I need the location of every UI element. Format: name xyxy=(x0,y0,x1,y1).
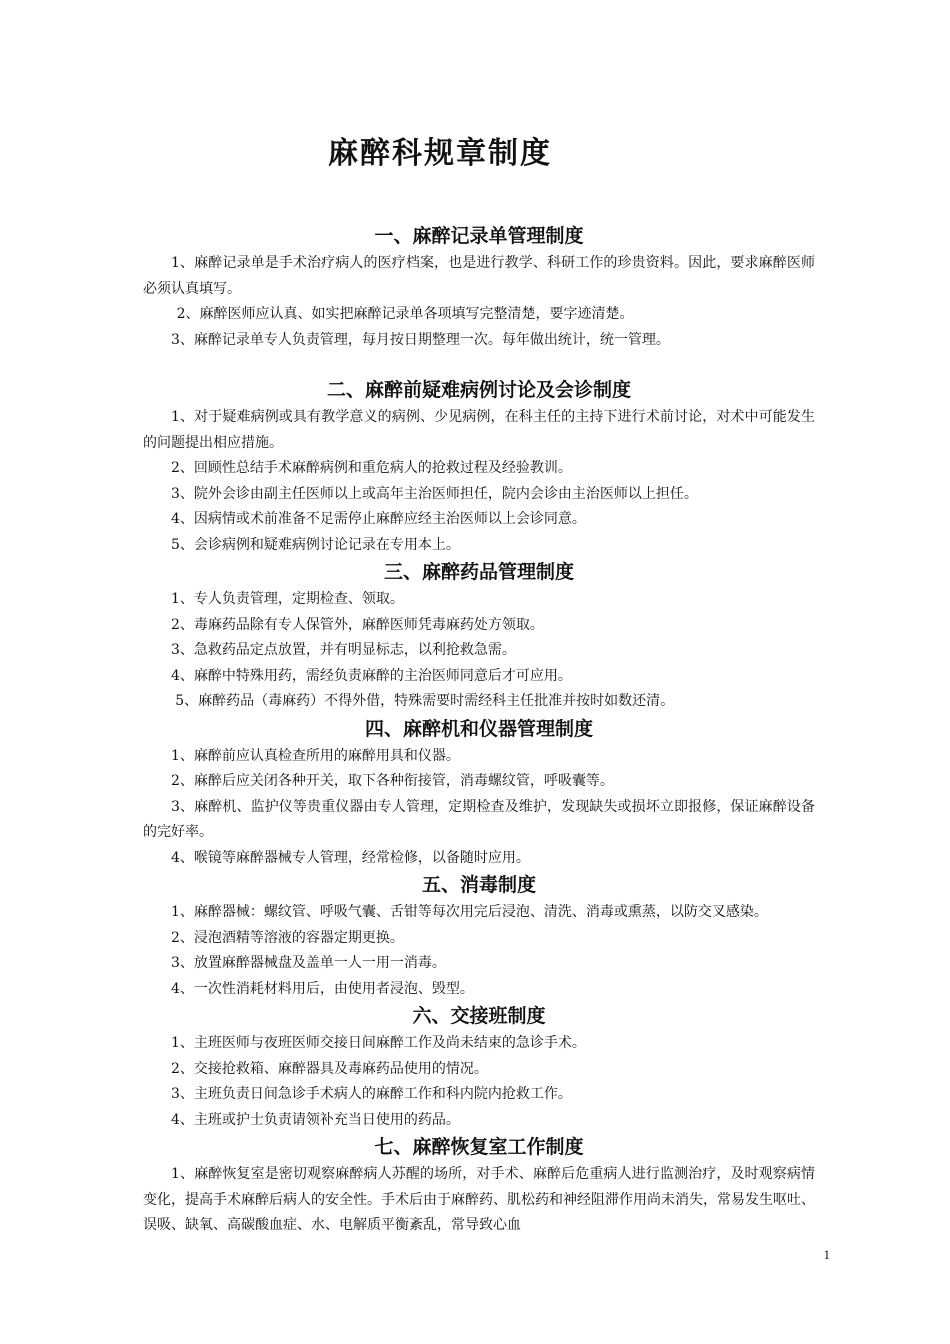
paragraph: 3、麻醉记录单专人负责管理，每月按日期整理一次。每年做出统计，统一管理。 xyxy=(171,331,670,348)
paragraph: 2、浸泡酒精等溶液的容器定期更换。 xyxy=(171,929,404,946)
section-heading: 六、交接班制度 xyxy=(412,1005,546,1027)
paragraph: 3、主班负责日间急诊手术病人的麻醉工作和科内院内抢救工作。 xyxy=(171,1086,572,1102)
paragraph: 3、院外会诊由副主任医师以上或高年主治医师担任，院内会诊由主治医师以上担任。 xyxy=(171,485,698,502)
paragraph: 1、麻醉记录单是手术治疗病人的医疗档案，也是进行教学、科研工作的珍贵资料。因此，要求麻醉医师必须认真填写。 xyxy=(143,255,815,297)
section-7 xyxy=(143,1133,815,1239)
paragraph: 5、会诊病例和疑难病例讨论记录在专用本上。 xyxy=(171,536,460,553)
paragraph: 1、专人负责管理，定期检查、领取。 xyxy=(171,591,404,607)
paragraph: 2、麻醉后应关闭各种开关，取下各种衔接管，消毒螺纹管，呼吸囊等。 xyxy=(171,773,614,789)
paragraph: 4、主班或护士负责请领补充当日使用的药品。 xyxy=(171,1111,460,1128)
paragraph: 5、麻醉药品（毒麻药）不得外借，特殊需要时需经科主任批准并按时如数还清。 xyxy=(175,693,675,709)
paragraph: 2、交接抢救箱、麻醉器具及毒麻药品使用的情况。 xyxy=(171,1060,488,1077)
section-heading: 一、麻醉记录单管理制度 xyxy=(374,225,584,247)
paragraph: 2、毒麻药品除有专人保管外，麻醉医师凭毒麻药处方领取。 xyxy=(171,616,544,633)
paragraph: 1、麻醉器械：螺纹管、呼吸气囊、舌钳等每次用完后浸泡、清洗、消毒或熏蒸，以防交叉感染。 xyxy=(171,904,768,920)
paragraph: 1、主班医师与夜班医师交接日间麻醉工作及尚未结束的急诊手术。 xyxy=(171,1035,586,1051)
section-heading: 二、麻醉前疑难病例讨论及会诊制度 xyxy=(326,379,631,401)
section-spacer xyxy=(143,353,815,376)
paragraph: 1、对于疑难病例或具有教学意义的病例、少见病例，在科主任的主持下进行术前讨论，对术中可能发生的问题提出相应措施。 xyxy=(143,409,815,451)
document-body xyxy=(143,222,815,1239)
paragraph: 4、喉镜等麻醉器械专人管理，经常检修，以备随时应用。 xyxy=(171,849,530,866)
section-heading: 五、消毒制度 xyxy=(421,874,536,896)
paragraph: 3、麻醉机、监护仪等贵重仪器由专人管理，定期检查及维护，发现缺失或损坏立即报修，保证麻醉设备的完好率。 xyxy=(143,798,815,840)
paragraph: 4、因病情或术前准备不足需停止麻醉应经主治医师以上会诊同意。 xyxy=(171,511,586,527)
section-1 xyxy=(143,222,815,353)
section-heading: 三、麻醉药品管理制度 xyxy=(383,561,574,583)
paragraph: 3、急救药品定点放置，并有明显标志，以利抢救急需。 xyxy=(171,642,516,658)
section-5 xyxy=(143,871,815,1002)
document-title: 麻醉科规章制度 xyxy=(328,136,552,171)
section-heading: 七、麻醉恢复室工作制度 xyxy=(374,1136,584,1158)
paragraph: 3、放置麻醉器械盘及盖单一人一用一消毒。 xyxy=(171,955,446,971)
paragraph: 4、麻醉中特殊用药，需经负责麻醉的主治医师同意后才可应用。 xyxy=(171,667,572,684)
section-4 xyxy=(143,715,815,872)
paragraph: 1、麻醉前应认真检查所用的麻醉用具和仪器。 xyxy=(171,747,460,764)
paragraph: 1、麻醉恢复室是密切观察麻醉病人苏醒的场所，对手术、麻醉后危重病人进行监测治疗，及时观察病情变化，提高手术麻醉后病人的安全性。手术后由于麻醉药、肌松药和神经阻滞作用尚未消失，常易发生呕吐、误吸、缺氧、高碳酸血症、水、电解质平衡紊乱，常导致心血 xyxy=(143,1166,815,1233)
section-6 xyxy=(143,1002,815,1133)
page-number: 1 xyxy=(823,1247,830,1262)
paragraph: 4、一次性消耗材料用后，由使用者浸泡、毁型。 xyxy=(171,980,474,997)
paragraph: 2、回顾性总结手术麻醉病例和重危病人的抢救过程及经验教训。 xyxy=(171,460,572,476)
paragraph: 2、麻醉医师应认真、如实把麻醉记录单各项填写完整清楚，要字迹清楚。 xyxy=(176,306,634,322)
section-2 xyxy=(143,376,815,558)
section-3 xyxy=(143,558,815,715)
section-heading: 四、麻醉机和仪器管理制度 xyxy=(364,717,593,740)
